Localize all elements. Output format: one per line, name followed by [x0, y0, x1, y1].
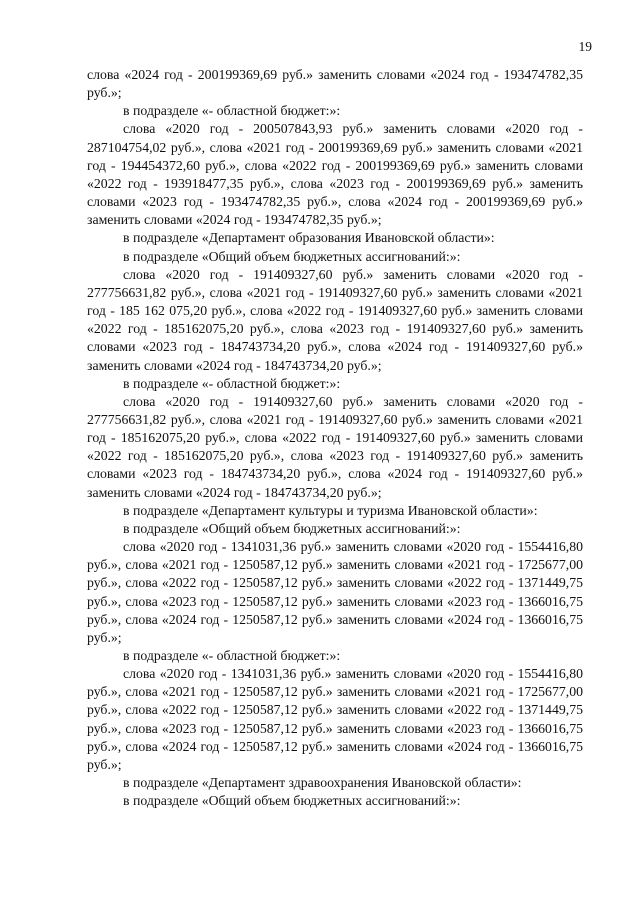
subsection-reference: в подразделе «Департамент образования Ивановской области»:	[123, 230, 495, 246]
amendment-paragraph: слова «2024 год - 200199369,69 руб.» заменить словами «2024 год - 193474782,35 руб.»;	[87, 67, 583, 101]
document-body	[87, 66, 583, 810]
amendment-paragraph: слова «2020 год - 191409327,60 руб.» заменить словами «2020 год - 277756631,82 руб.», слова «2021 год - 191409327,60 руб.» заменить словами «2021 год - 185 162 075,20 руб.», слова «2022 год - 191409327,60 руб.» заменить словами «2022 год - 185162075,20 руб.», слова «2023 год - 191409327,60 руб.» заменить словами «2023 год - 184743734,20 руб.», слова «2024 год - 191409327,60 руб.» заменить словами «2024 год - 184743734,20 руб.»;	[87, 266, 583, 373]
subsection-reference: в подразделе «Общий объем бюджетных ассигнований:»:	[123, 248, 461, 264]
subsection-reference: в подразделе «- областной бюджет:»:	[123, 648, 341, 663]
subsection-reference: в подразделе «Общий объем бюджетных ассигнований:»:	[123, 520, 461, 536]
subsection-reference: в подразделе «- областной бюджет:»:	[123, 103, 341, 119]
amendment-paragraph: слова «2020 год - 200507843,93 руб.» заменить словами «2020 год - 287104754,02 руб.», слова «2021 год - 200199369,69 руб.» заменить словами «2021 год - 194454372,60 руб.», слова «2022 год - 200199369,69 руб.» заменить словами «2022 год - 193918477,35 руб.», слова «2023 год - 200199369,69 руб.» заменить словами «2023 год - 193474782,35 руб.», слова «2024 год - 200199369,69 руб.» заменить словами «2024 год - 193474782,35 руб.»;	[87, 121, 583, 228]
subsection-reference: в подразделе «- областной бюджет:»:	[123, 375, 341, 391]
amendment-paragraph: слова «2020 год - 1341031,36 руб.» заменить словами «2020 год - 1554416,80 руб.», слова «2021 год - 1250587,12 руб.» заменить словами «2021 год - 1725677,00 руб.», слова «2022 год - 1250587,12 руб.» заменить словами «2022 год - 1371449,75 руб.», слова «2023 год - 1250587,12 руб.» заменить словами «2023 год - 1366016,75 руб.», слова «2024 год - 1250587,12 руб.» заменить словами «2024 год - 1366016,75 руб.»;	[87, 666, 583, 772]
subsection-reference: в подразделе «Департамент здравоохранения Ивановской области»:	[123, 775, 522, 791]
amendment-paragraph: слова «2020 год - 1341031,36 руб.» заменить словами «2020 год - 1554416,80 руб.», слова «2021 год - 1250587,12 руб.» заменить словами «2021 год - 1725677,00 руб.», слова «2022 год - 1250587,12 руб.» заменить словами «2022 год - 1371449,75 руб.», слова «2023 год - 1250587,12 руб.» заменить словами «2023 год - 1366016,75 руб.», слова «2024 год - 1250587,12 руб.» заменить словами «2024 год - 1366016,75 руб.»;	[87, 539, 583, 645]
amendment-paragraph: слова «2020 год - 191409327,60 руб.» заменить словами «2020 год - 277756631,82 руб.», слова «2021 год - 191409327,60 руб.» заменить словами «2021 год - 185162075,20 руб.», слова «2022 год - 191409327,60 руб.» заменить словами «2022 год - 185162075,20 руб.», слова «2023 год - 191409327,60 руб.» заменить словами «2023 год - 184743734,20 руб.», слова «2024 год - 191409327,60 руб.» заменить словами «2024 год - 184743734,20 руб.»;	[87, 393, 583, 500]
subsection-reference: в подразделе «Департамент культуры и туризма Ивановской области»:	[123, 502, 538, 518]
page-number: 19	[578, 39, 592, 54]
subsection-reference: в подразделе «Общий объем бюджетных ассигнований:»:	[123, 793, 461, 809]
